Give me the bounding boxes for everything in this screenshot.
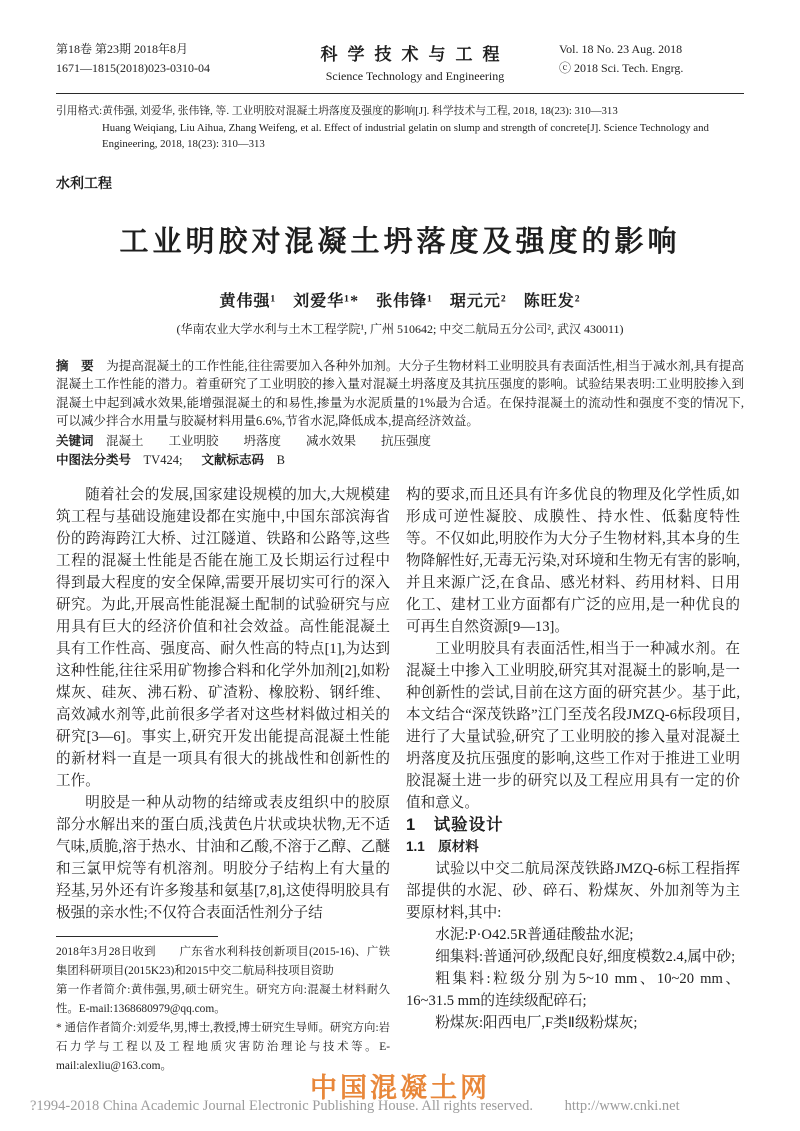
section-label: 水利工程 — [56, 174, 112, 191]
citation-block — [56, 103, 744, 153]
journal-volume-line: 第18卷 第23期 2018年8月 — [56, 42, 189, 56]
keywords-value: 混凝土 工业明胶 坍落度 减水效果 抗压强度 — [106, 433, 432, 448]
clc-label: 中图法分类号 — [56, 453, 132, 467]
abstract-label: 摘 要 — [56, 358, 94, 373]
abstract — [56, 357, 744, 431]
doc-code-label: 文献标志码 — [201, 453, 265, 467]
journal-header-center — [271, 40, 559, 84]
journal-title-en: Science Technology and Engineering — [325, 69, 505, 83]
material-item: 粗集料:粒级分别为5~10 mm、10~20 mm、16~31.5 mm的连续级配碎石; — [406, 970, 740, 1009]
keywords-line — [56, 432, 744, 451]
journal-issn-line: 1671—1815(2018)023-0310-04 — [56, 61, 210, 75]
body-columns — [56, 484, 744, 1076]
footer-url: http://www.cnki.net — [564, 1098, 680, 1114]
section-heading-1: 1 试验设计 — [406, 815, 504, 834]
journal-copyright-line: ⓒ 2018 Sci. Tech. Engrg. — [559, 61, 684, 75]
journal-header-left — [56, 40, 271, 78]
body-paragraph: 构的要求,而且还具有许多优良的物理及化学性质,如形成可逆性凝胶、成膜性、持水性、低黏度特性等。不仅如此,明胶作为大分子生物材料,其本身的生物降解性好,无毒无污染,对环境和生物无有害的影响,并且来源广泛,在食品、感光材料、药用材料、日用化工、建材工业方面都有广泛的应用,是一种优良的可再生自然资源[9—13]。 — [406, 486, 740, 635]
clc-line — [56, 451, 744, 470]
section-heading-1-1: 1.1 原材料 — [406, 838, 479, 854]
right-column — [406, 484, 740, 1076]
footnote-first-author: 第一作者简介:黄伟强,男,硕士研究生。研究方向:混凝土材料耐久性。E-mail:1368680979@qq.com。 — [56, 983, 390, 1015]
header-divider — [56, 93, 744, 94]
footer-copyright-text: ?1994-2018 China Academic Journal Electronic Publishing House. All rights reserved. — [30, 1098, 533, 1114]
abstract-text: 为提高混凝土的工作性能,往往需要加入各种外加剂。大分子生物材料工业明胶具有表面活性,相当于减水剂,具有提高混凝土工作性能的潜力。着重研究了工业明胶的掺入量对混凝土坍落度及其抗压强度的影响。试验结果表明:工业明胶掺入到混凝土中起到减水效果,能增强混凝土的和易性,掺量为水泥质量的1%最为合适。在保持混凝土的流动性和强度不变的情况下,可以减少拌合水用量与胶凝材料用量6.6%,节省水泥,降低成本,提高经济效益。 — [56, 358, 744, 428]
material-item: 水泥:P·O42.5R普通硅酸盐水泥; — [435, 926, 634, 943]
clc-value: TV424; — [143, 453, 183, 467]
body-paragraph: 试验以中交二航局深茂铁路JMZQ-6标工程指挥部提供的水泥、砂、碎石、粉煤灰、外加剂等为主要原材料,其中: — [406, 860, 740, 921]
keywords-label: 关键词 — [56, 433, 94, 448]
material-item: 粉煤灰:阳西电厂,F类Ⅱ级粉煤灰; — [435, 1014, 638, 1031]
journal-vol-line-en: Vol. 18 No. 23 Aug. 2018 — [559, 42, 683, 56]
journal-header-right — [559, 40, 744, 78]
material-item: 细集料:普通河砂,级配良好,细度模数2.4,属中砂; — [435, 948, 736, 965]
cnki-watermark: 中国混凝土网 — [310, 1073, 490, 1103]
journal-header — [56, 40, 744, 84]
body-paragraph: 明胶是一种从动物的结缔或表皮组织中的胶原部分水解出来的蛋白质,浅黄色片状或块状物,无不适气味,质脆,溶于热水、甘油和乙酸,不溶于乙醇、乙醚和三氯甲烷等有机溶剂。明胶分子结构上有大量的羟基,另外还有许多羧基和氨基[7,8],这使得明胶具有极强的亲水性;不仅符合表面活性剂分子结 — [56, 794, 390, 921]
footnote-divider — [56, 936, 218, 937]
article-title: 工业明胶对混凝土坍落度及强度的影响 — [119, 225, 681, 258]
body-paragraph: 工业明胶具有表面活性,相当于一种减水剂。在混凝土中掺入工业明胶,研究其对混凝土的影响,是一种创新性的尝试,目前在这方面的研究甚少。基于此,本文结合“深茂铁路”江门至茂名段JMZQ-6标段项目,进行了大量试验,研究了工业明胶的掺入量对混凝土坍落度及抗压强度的影响,这些工作对于推进工业明胶混凝土进一步的研究以及工程应用具有一定的价值和意义。 — [406, 640, 740, 811]
footnote-corresponding: * 通信作者简介:刘爱华,男,博士,教授,博士研究生导师。研究方向:岩石力学与工程以及工程地质灾害防治理论与技术等。E-mail:alexliu@163.com。 — [56, 1021, 390, 1072]
affiliation-line: (华南农业大学水利与土木工程学院¹, 广州 510642; 中交二航局五分公司², 武汉 430011) — [176, 321, 624, 336]
journal-title-cn: 科学技术与工程 — [320, 45, 510, 64]
footnote-received: 2018年3月28日收到 广东省水利科技创新项目(2015-16)、广铁集团科研项目(2015K23)和2015中交二航局科技项目资助 — [56, 945, 390, 977]
citation-cn: 引用格式:黄伟强, 刘爱华, 张伟锋, 等. 工业明胶对混凝土坍落度及强度的影响[J]. 科学技术与工程, 2018, 18(23): 310—313 — [56, 105, 618, 117]
author-line: 黄伟强¹ 刘爱华¹* 张伟锋¹ 琚元元² 陈旺发² — [219, 292, 581, 310]
left-column — [56, 484, 390, 1076]
doc-code-value: B — [276, 453, 285, 467]
body-paragraph: 随着社会的发展,国家建设规模的加大,大规模建筑工程与基础设施建设都在实施中,中国东部滨海省份的跨海跨江大桥、过江隧道、铁路和公路等,这些工程的混凝土性能是否能在施工及长期运行过程中得到最大程度的安全保障,需要开展切实可行的深入研究。为此,开展高性能混凝土配制的试验研究与应用具有巨大的经济价值和社会效益。高性能混凝土具有工作性高、强度高、耐久性高的特点[1],为达到这种性能,往往采用矿物掺合料和化学外加剂[2],如粉煤灰、硅灰、沸石粉、矿渣粉、橡胶粉、钢纤维、高效减水剂等,此前很多学者对这些材料做过相关的研究[3—6]。事实上,研究开发出能提高混凝土性能的新材料一直是一项具有很大的挑战性和创新性的工作。 — [56, 486, 390, 789]
citation-en: Huang Weiqiang, Liu Aihua, Zhang Weifeng, et al. Effect of industrial gelatin on slump and strength of concrete[J]. Science Technology and Engineering, 2018, 18(23): 310—313 — [102, 121, 709, 150]
footnote-block — [56, 943, 390, 1076]
